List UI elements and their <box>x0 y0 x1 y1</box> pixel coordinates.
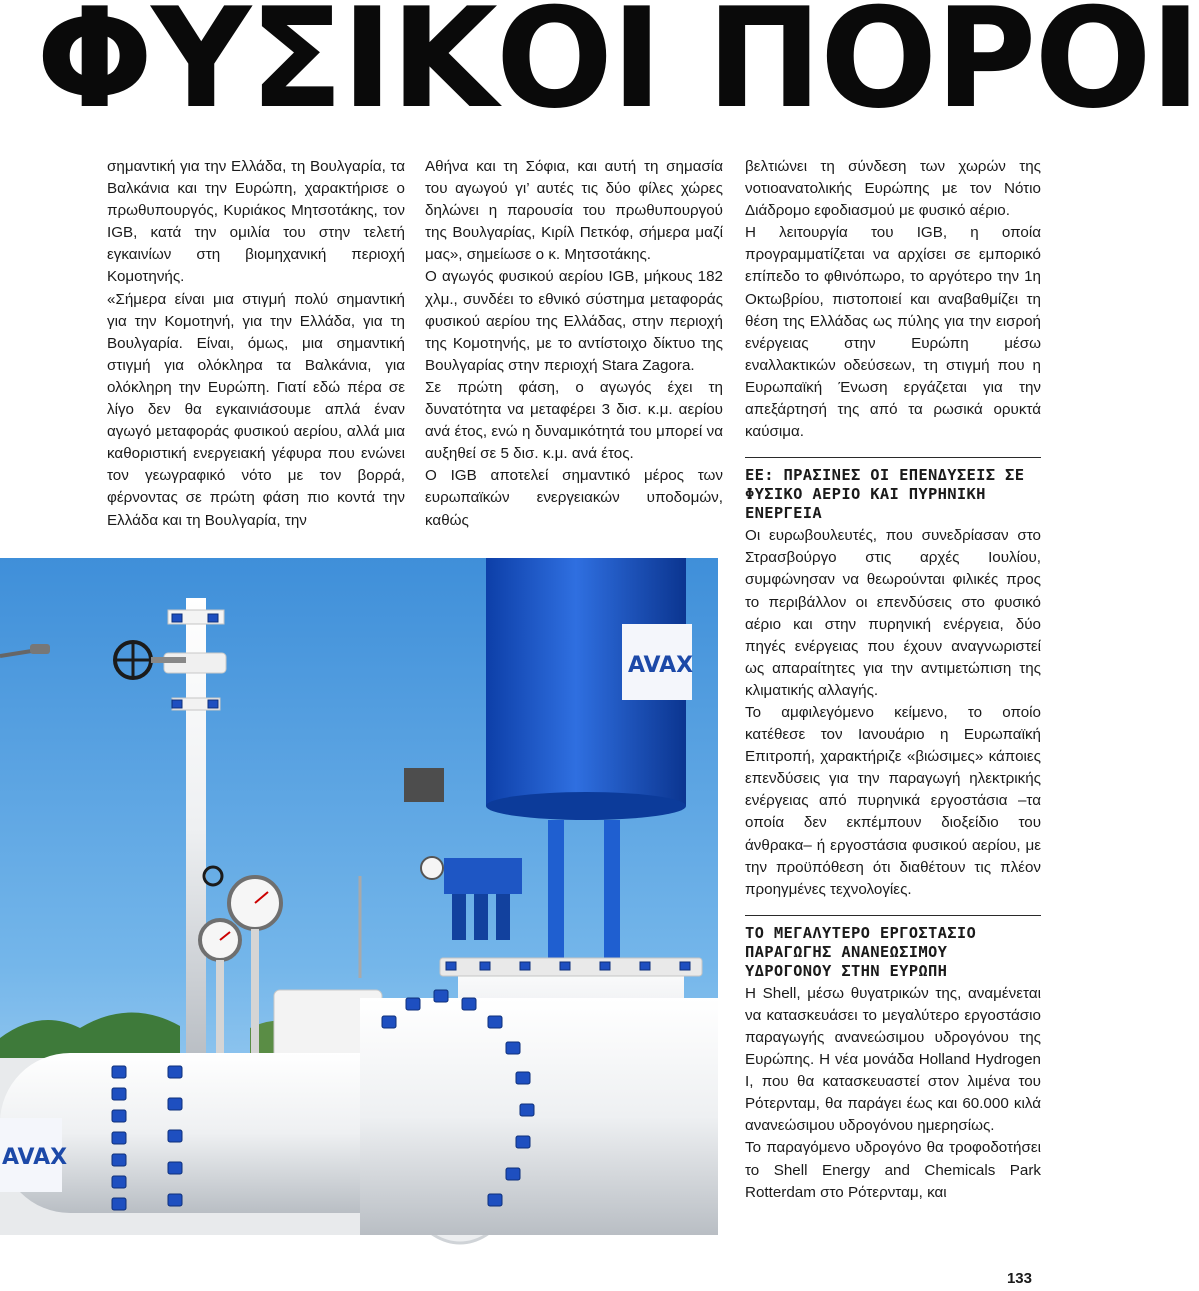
paragraph: Η λειτουργία του IGB, η οποία προγραμματίζεται να αρχίσει σε εμπορικό επίπεδο το φθινόπωρο, το αργότερο την 1η Οκτωβρίου, πιστοποιεί και αναβαθμίζει τη θέση της Ελλάδας ως πύλης για την εισροή ενέργειας στην Ευρώπη μέσω εναλλακτικών οδεύσεων, τη στιγμή που η Ευρωπαϊκή Ένωση εργάζεται για την απεξάρτησή της από τα ρωσικά ορυκτά καύσιμα. <box>745 224 1041 441</box>
paragraph: Αθήνα και τη Σόφια, και αυτή τη σημασία του αγωγού γι’ αυτές τις δύο φίλες χώρες δηλώνει η παρουσία του πρωθυπουργού της Βουλγαρίας, Κιρίλ Πετκόφ, σήμερα μαζί μας», σημείωσε ο κ. Μητσοτάκης. <box>425 158 723 264</box>
section-divider <box>745 915 1041 916</box>
avax-logo-tank: AVAX <box>628 653 694 678</box>
section-divider <box>745 457 1041 458</box>
paragraph: Οι ευρωβουλευτές, που συνεδρίασαν στο Στρασβούργο στις αρχές Ιουλίου, συμφώνησαν να θεωρούνται φιλικές προς το περιβάλλον οι επενδύσεις στο φυσικό αέριο και στην πυρηνική ενέργεια, δύο πηγές ενέργειας που έχουν αναγνωριστεί ως απαραίτητες για την αντιμετώπιση της κλιματικής αλλαγής. <box>745 527 1041 699</box>
page-number: 133 <box>1006 1270 1032 1287</box>
section-title: ΦΥΣΙΚΟΙ ΠΟΡΟΙ <box>36 0 1199 139</box>
paragraph: «Σήμερα είναι μια στιγμή πολύ σημαντική για την Κομοτηνή, για την Ελλάδα, για τη Βουλγαρία. Είναι, όμως, μια σημαντική στιγμή για ολόκληρα τα Βαλκάνια, για ολόκληρη την Ευρώπη. Γιατί εδώ πέρα σε λίγο δεν θα εγκαινιάσουμε απλά έναν αγωγό μεταφοράς φυσικού αερίου, αλλά μια καθοριστική ενεργειακή γέφυρα που ενώνει τον γεωγραφικό νότο με τον βορρά, φέρνοντας σε πρώτη φάση πιο κοντά την Ελλάδα και τη Βουλγαρία, την <box>107 290 405 529</box>
paragraph: Το παραγόμενο υδρογόνο θα τροφοδοτήσει το Shell Energy and Chemicals Park Rotterdam στο Ρότερνταμ, και <box>745 1139 1041 1201</box>
subheading-eu-green-investments: ΕΕ: ΠΡΑΣΙΝΕΣ ΟΙ ΕΠΕΝΔΥΣΕΙΣ ΣΕ ΦΥΣΙΚΟ ΑΕΡΙΟ ΚΑΙ ΠΥΡΗΝΙΚΗ ΕΝΕΡΓΕΙΑ <box>745 466 1025 523</box>
paragraph: Ο IGB αποτελεί σημαντικό μέρος των ευρωπαϊκών ενεργειακών υποδομών, καθώς <box>425 467 723 529</box>
text-column-3 <box>745 156 1041 1204</box>
paragraph: Το αμφιλεγόμενο κείμενο, το οποίο κατέθεσε τον Ιανουάριο η Ευρωπαϊκή Επιτροπή, χαρακτήριζε «βιώσιμες» κάποιες επενδύσεις για την παραγωγή ηλεκτρικής ενέργειας από πυρηνικά εργοστάσια –τα οποία δεν εκπέμπουν διοξείδιο του άνθρακα– ή εργοστάσια φυσικού αερίου, με την προϋπόθεση ότι διαθέτουν τις πλέον προηγμένες τεχνολογίες. <box>745 703 1041 898</box>
gas-pipeline-photo <box>0 558 718 1235</box>
paragraph: βελτιώνει τη σύνδεση των χωρών της νοτιοανατολικής Ευρώπης με τον Νότιο Διάδρομο εφοδιασμού με φυσικό αέριο. <box>745 158 1041 220</box>
text-column-2 <box>425 156 723 532</box>
avax-logo-pipe: AVAX <box>2 1145 68 1170</box>
paragraph: σημαντική για την Ελλάδα, τη Βουλγαρία, τα Βαλκάνια και την Ευρώπη, χαρακτήρισε ο πρωθυπουργός, Κυριάκος Μητσοτάκης, τον IGB, κατά την ομιλία του στην τελετή εγκαινίων στη βιομηχανική περιοχή Κομοτηνής. <box>107 158 405 286</box>
paragraph: Η Shell, μέσω θυγατρικών της, αναμένεται να κατασκευάσει το μεγαλύτερο εργοστάσιο παραγωγής ανανεώσιμου υδρογόνου της Ευρώπης. Η νέα μονάδα Holland Hydrogen I, που θα κατασκευαστεί στον λιμένα του Ρότερνταμ, θα παράγει έως και 60.000 κιλά ανανεώσιμου υδρογόνου ημερησίως. <box>745 984 1041 1135</box>
subheading-hydrogen-plant: ΤΟ ΜΕΓΑΛΥΤΕΡΟ ΕΡΓΟΣΤΑΣΙΟ ΠΑΡΑΓΩΓΗΣ ΑΝΑΝΕΩΣΙΜΟΥ ΥΔΡΟΓΟΝΟΥ ΣΤΗΝ ΕΥΡΩΠΗ <box>745 923 977 980</box>
paragraph: Ο αγωγός φυσικού αερίου IGB, μήκους 182 χλμ., συνδέει το εθνικό σύστημα μεταφοράς φυσικού αερίου της Ελλάδας, στην περιοχή της Κομοτηνής, με το αντίστοιχο δίκτυο της Βουλγαρίας στην περιοχή Stara Zagora. <box>425 268 723 374</box>
paragraph: Σε πρώτη φάση, ο αγωγός έχει τη δυνατότητα να μεταφέρει 3 δισ. κ.μ. αερίου ανά έτος, ενώ η δυναμικότητά του μπορεί να αυξηθεί σε 5 δισ. κ.μ. ανά έτος. <box>425 378 723 463</box>
text-column-1 <box>107 156 405 532</box>
